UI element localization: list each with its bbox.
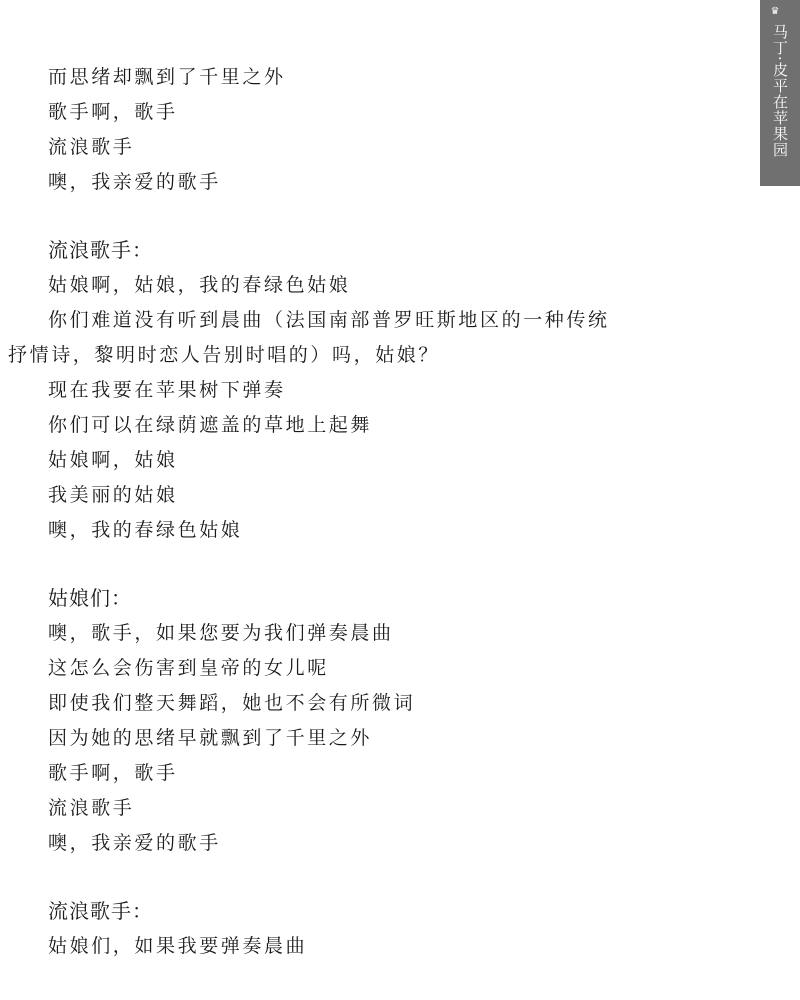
lyric-line: 因为她的思绪早就飘到了千里之外 (48, 727, 373, 749)
lyric-line: 噢，我亲爱的歌手 (48, 832, 221, 854)
lyric-line: 即使我们整天舞蹈，她也不会有所微词 (48, 692, 416, 714)
crown-icon: ♛ (770, 6, 780, 17)
lyric-line: 流浪歌手 (48, 797, 135, 819)
lyric-line: 姑娘啊，姑娘，我的春绿色姑娘 (48, 274, 351, 296)
lyric-line: 我美丽的姑娘 (48, 484, 178, 506)
lyric-line: 噢，我亲爱的歌手 (48, 171, 221, 193)
lyric-line: 噢，我的春绿色姑娘 (48, 519, 243, 541)
lyric-line: 你们可以在绿荫遮盖的草地上起舞 (48, 414, 373, 436)
speaker-label: 流浪歌手： (48, 238, 153, 262)
lyric-line: 你们难道没有听到晨曲（法国南部普罗旺斯地区的一种传统 (48, 309, 610, 331)
speaker-label: 姑娘们： (48, 586, 132, 610)
lyric-line: 噢，歌手，如果您要为我们弹奏晨曲 (48, 622, 394, 644)
lyric-line: 这怎么会伤害到皇帝的女儿呢 (48, 657, 329, 679)
chapter-side-tab (760, 0, 800, 186)
lyric-line: 歌手啊，歌手 (48, 762, 178, 784)
speaker-label: 流浪歌手： (48, 899, 153, 923)
lyric-line: 歌手啊，歌手 (48, 101, 178, 123)
lyric-line: 流浪歌手 (48, 136, 135, 158)
lyric-line: 而思绪却飘到了千里之外 (48, 66, 286, 88)
lyric-line: 抒情诗，黎明时恋人告别时唱的）吗，姑娘？ (8, 344, 441, 366)
lyric-line: 现在我要在苹果树下弹奏 (48, 379, 286, 401)
lyric-line: 姑娘啊，姑娘 (48, 449, 178, 471)
lyric-line: 姑娘们，如果我要弹奏晨曲 (48, 935, 308, 957)
book-title-vertical: 马丁·皮平在苹果园 (771, 24, 789, 158)
